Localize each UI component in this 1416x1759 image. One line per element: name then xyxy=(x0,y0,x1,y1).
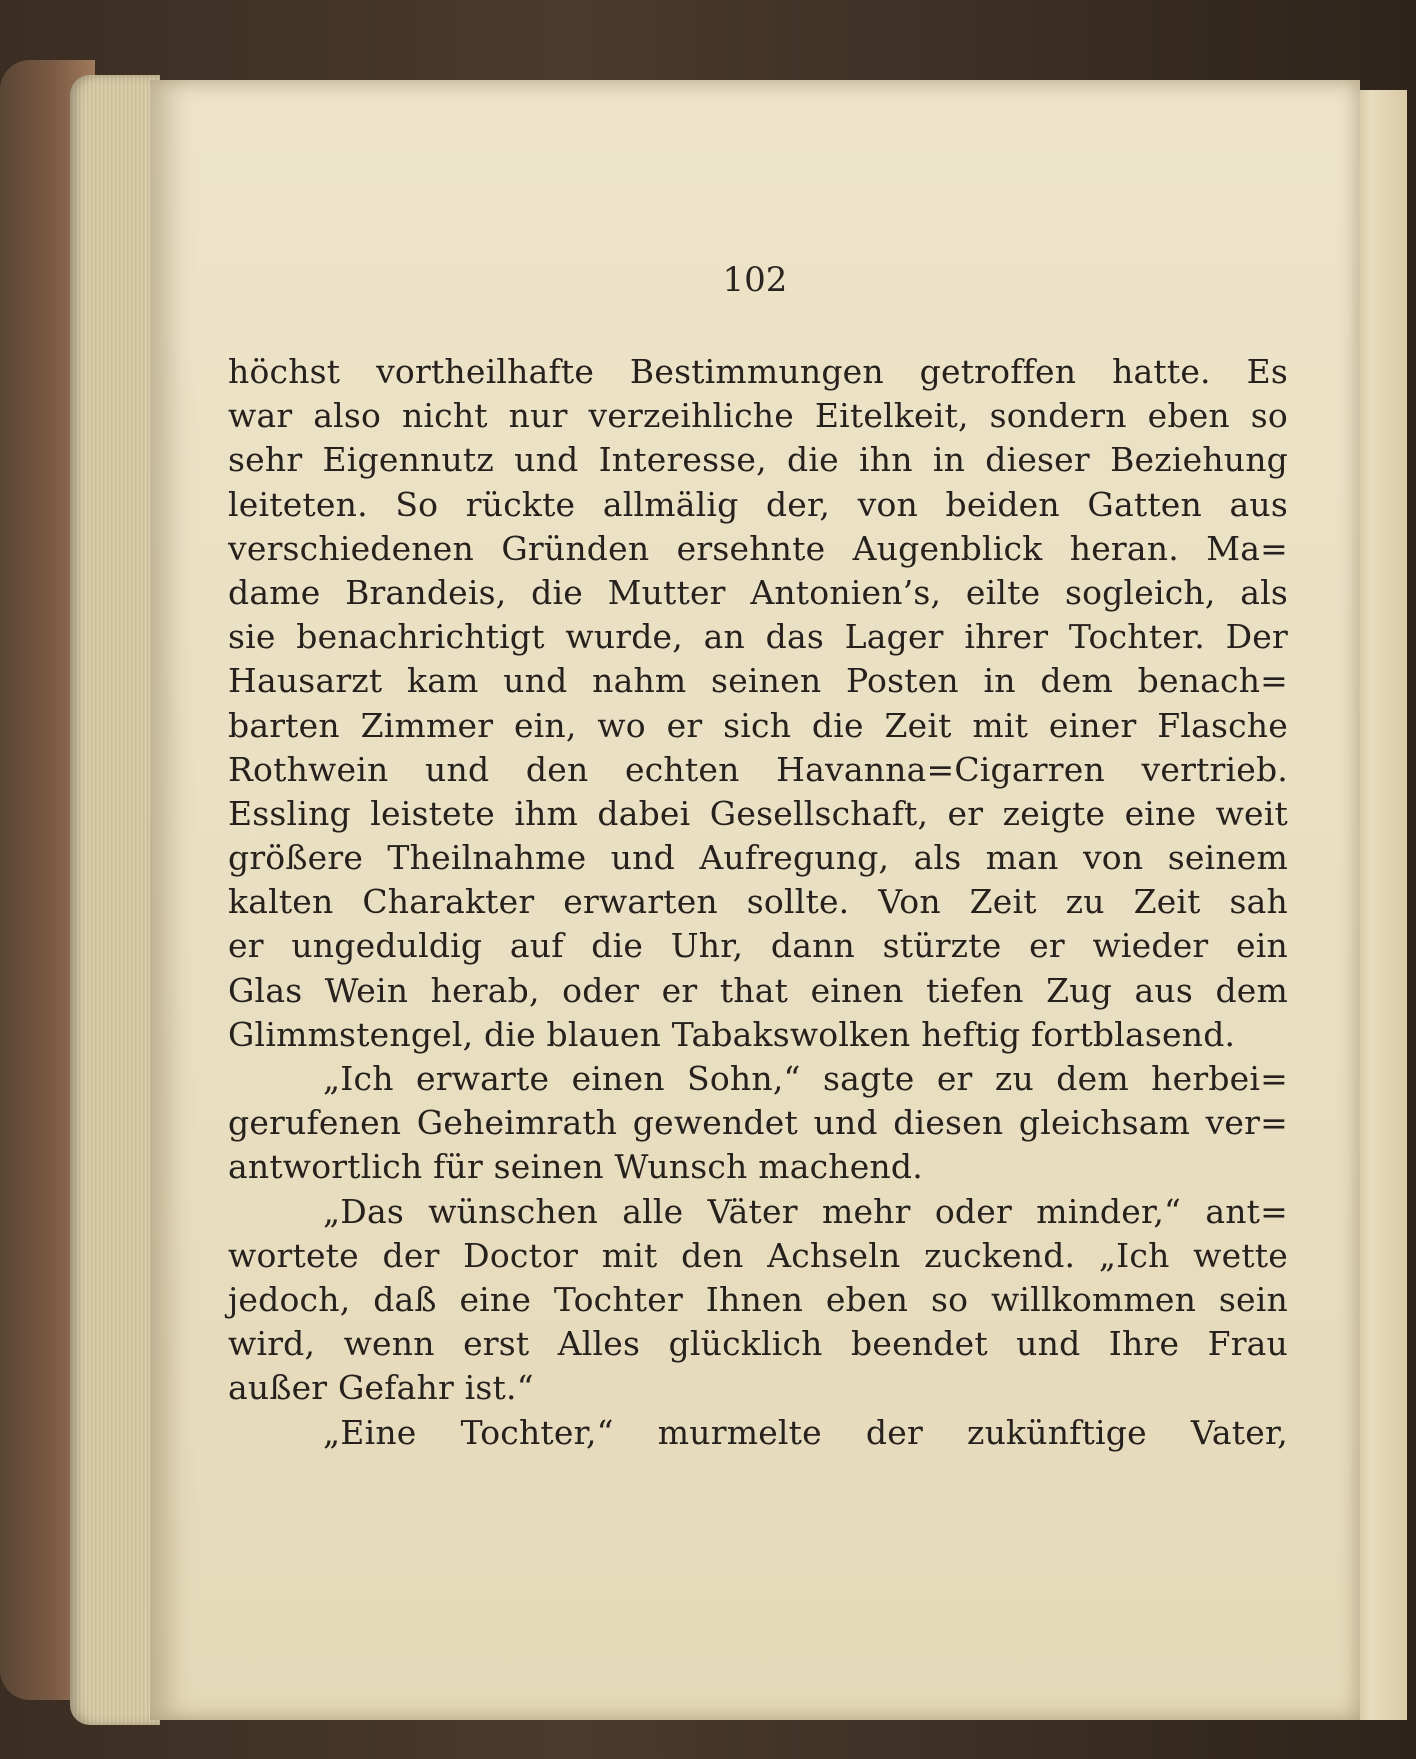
text-line: war also nicht nur verzeihliche Eitelkeit, sondern eben so xyxy=(228,396,1288,436)
text-line: größere Theilnahme und Aufregung, als man von seinem xyxy=(228,838,1288,878)
text-line: Essling leistete ihm dabei Gesellschaft, er zeigte eine weit xyxy=(228,793,1288,833)
text-line: „Eine Tochter,“ murmelte der zukünftige Vater, xyxy=(323,1412,1288,1452)
text-line: „Das wünschen alle Väter mehr oder minder,“ ant= xyxy=(323,1191,1288,1231)
text-line: höchst vortheilhafte Bestimmungen getroffen hatte. Es xyxy=(228,352,1288,391)
text-line: dame Brandeis, die Mutter Antonien’s, eilte sogleich, als xyxy=(228,572,1288,612)
page-number: 102 xyxy=(722,260,788,300)
text-line: verschiedenen Gründen ersehnte Augenblick heran. Ma= xyxy=(228,528,1288,568)
text-line: wortete der Doctor mit den Achseln zuckend. „Ich wette xyxy=(228,1235,1288,1275)
text-line: „Ich erwarte einen Sohn,“ sagte er zu dem herbei= xyxy=(323,1059,1288,1098)
text-line: leiteten. So rückte allmälig der, von beiden Gatten aus xyxy=(228,484,1288,524)
text-line: Glimmstengel, die blauen Tabakswolken heftig fortblasend. xyxy=(228,1014,1236,1054)
page-stack-edge xyxy=(70,75,160,1725)
text-line: wird, wenn erst Alles glücklich beendet und Ihre Frau xyxy=(228,1324,1288,1364)
text-line: außer Gefahr ist.“ xyxy=(228,1368,534,1408)
text-line: jedoch, daß eine Tochter Ihnen eben so willkommen sein xyxy=(228,1279,1288,1319)
text-line: sie benachrichtigt wurde, an das Lager ihrer Tochter. Der xyxy=(228,617,1288,657)
text-line: barten Zimmer ein, wo er sich die Zeit mit einer Flasche xyxy=(228,705,1288,745)
text-line: kalten Charakter erwarten sollte. Von Zeit zu Zeit sah xyxy=(228,882,1288,922)
text-line: Glas Wein herab, oder er that einen tiefen Zug aus dem xyxy=(228,970,1288,1010)
text-line: Rothwein und den echten Havanna=Cigarren vertrieb. xyxy=(228,749,1288,789)
page-text xyxy=(228,350,1288,1455)
text-line: sehr Eigennutz und Interesse, die ihn in dieser Beziehung xyxy=(228,440,1288,480)
text-line: Hausarzt kam und nahm seinen Posten in dem benach= xyxy=(228,661,1288,701)
text-line: er ungeduldig auf die Uhr, dann stürzte er wieder ein xyxy=(228,926,1288,966)
text-line: gerufenen Geheimrath gewendet und diesen gleichsam ver= xyxy=(228,1103,1288,1143)
text-line: antwortlich für seinen Wunsch machend. xyxy=(228,1147,923,1187)
